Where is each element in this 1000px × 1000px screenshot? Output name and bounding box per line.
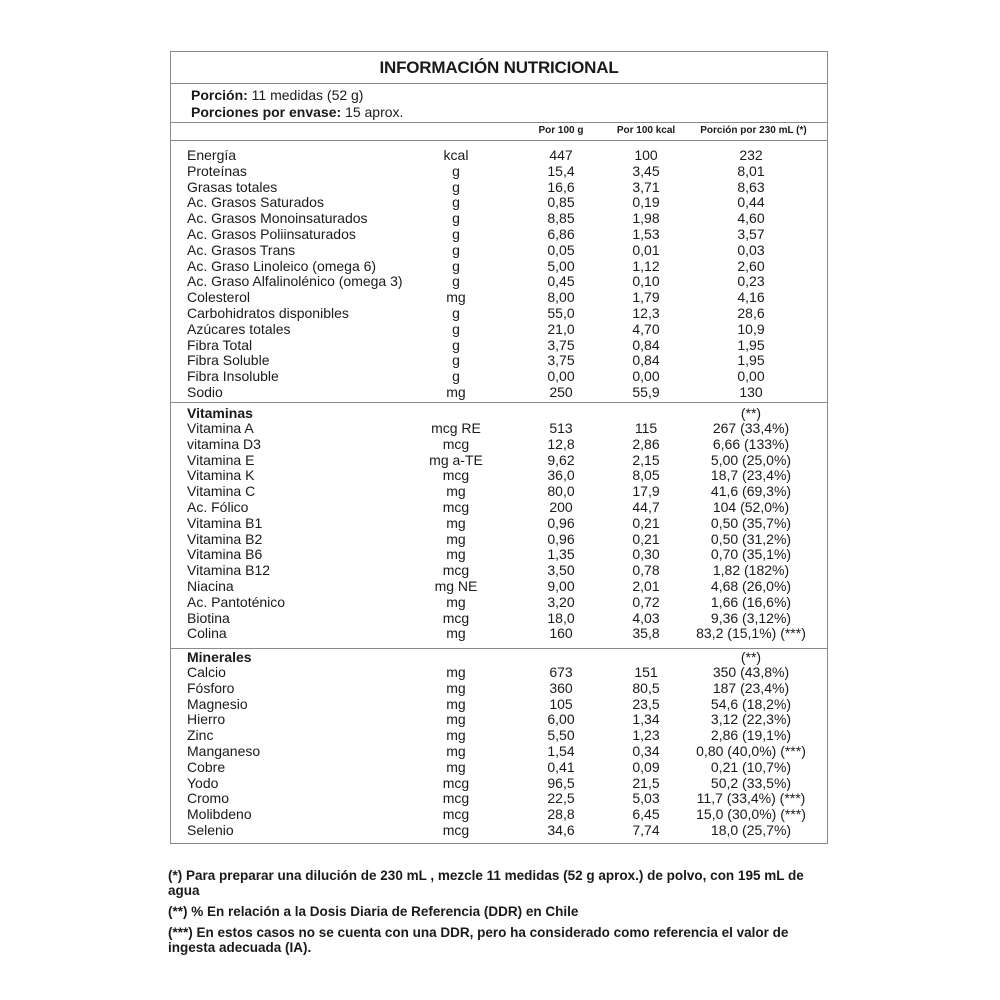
unit-cell: mcg [442,609,470,626]
portion-line [191,87,363,103]
per100g-cell: 9,00 [547,578,575,594]
footnotes [168,868,828,961]
table-row [171,368,827,384]
per-serving-cell: 0,23 [737,273,765,290]
per100kcal-cell: 2,01 [632,578,660,594]
nutrient-name: Ac. Fólico [187,499,249,515]
per100g-cell: 3,50 [547,562,575,579]
table-row [171,337,827,353]
table-row [171,499,827,515]
nutrient-name: Ac. Grasos Poliinsaturados [187,226,356,242]
per100kcal-cell: 115 [634,420,658,436]
unit-cell: g [452,210,460,227]
per-serving-cell: 18,7 (23,4%) [710,467,792,484]
per100kcal-cell: 4,70 [632,320,660,337]
per100g-cell: 22,5 [547,790,575,807]
per-serving-cell: 6,66 (133%) [712,435,790,452]
unit-cell: g [452,162,460,179]
nutrient-name: Proteínas [187,162,247,179]
per100kcal-cell: 6,45 [632,806,660,823]
per100g-cell: 0,96 [547,514,575,531]
per-serving-cell: 104 (52,0%) [712,499,790,515]
table-row [171,806,827,822]
table-row [171,147,827,163]
nutrition-facts-table [170,51,828,844]
col-header-per100g: Por 100 g [538,125,584,136]
unit-cell: mcg [442,435,470,452]
per100g-cell: 36,0 [547,467,575,484]
unit-cell: mg [446,514,466,531]
per-serving-cell: 0,80 (40,0%) (***) [696,743,806,759]
nutrient-name: Niacina [187,578,234,594]
footnote-2: (**) % En relación a la Dosis Diaria de Referencia (DDR) en Chile [168,904,579,919]
per-serving-cell: 83,2 (15,1%) (***) [696,625,806,642]
per100g-cell: 200 [549,499,573,515]
unit-cell: g [452,226,460,242]
table-row [171,420,827,436]
table-row [171,289,827,305]
per100g-cell: 3,75 [547,336,575,353]
per-serving-cell: 54,6 (18,2%) [710,695,792,712]
per100kcal-cell: 12,3 [632,305,660,321]
table-row [171,790,827,806]
portion-label: Porción: [191,87,248,103]
per100kcal-cell: 0,01 [632,241,660,258]
per100g-cell: 0,00 [547,368,575,385]
per100kcal-cell: 8,05 [632,467,660,484]
per100kcal-cell: 1,34 [632,711,660,728]
nutrient-name: vitamina D3 [187,435,261,452]
unit-cell: mg [446,695,466,712]
nutrient-name: Vitamina B6 [187,546,263,563]
nutrient-name: Ac. Grasos Saturados [187,194,324,211]
nutrient-name: Zinc [187,727,214,744]
per-serving-cell: 41,6 (69,3%) [710,483,792,500]
per-serving-cell: 15,0 (30,0%) (***) [696,806,806,823]
nutrient-name: Manganeso [187,743,261,759]
table-row [171,625,827,641]
table-row [171,352,827,368]
per100g-cell: 18,0 [547,609,575,626]
unit-cell: g [452,336,460,353]
nutrient-name: Carbohidratos disponibles [187,305,349,321]
nutrient-name: Sodio [187,384,223,400]
nutrient-name: Ac. Grasos Monoinsaturados [187,210,368,227]
table-row [171,822,827,838]
unit-cell: g [452,241,460,258]
per100g-cell: 21,0 [547,320,575,337]
unit-cell: g [452,320,460,337]
table-row [171,594,827,610]
per100kcal-cell: 0,09 [632,758,660,775]
per100kcal-cell: 0,78 [632,562,660,579]
per100kcal-cell: 44,7 [632,499,660,515]
per100kcal-cell: 35,8 [632,625,660,642]
per-serving-cell: 130 [739,384,763,400]
minerals-title: Minerales [187,649,252,665]
per-serving-cell: 0,50 (31,2%) [710,530,792,547]
per-serving-cell: 8,63 [737,178,765,195]
unit-cell: mg [446,384,466,400]
vitamins-ddr-ref: (**) [740,405,762,421]
nutrient-name: Ac. Grasos Trans [187,241,296,258]
unit-cell: g [452,305,460,321]
vitamins-title: Vitaminas [187,405,253,421]
unit-cell: mcg [442,562,470,579]
per-serving-cell: 4,60 [737,210,765,227]
per100g-cell: 8,85 [547,210,575,227]
per100kcal-cell: 21,5 [632,774,660,791]
per100g-cell: 447 [549,147,573,163]
footnote-1: (*) Para preparar una dilución de 230 mL , mezcle 11 medidas (52 g aprox.) de polvo, con 195 mL de agua [168,868,804,898]
divider [171,402,827,403]
per100g-cell: 3,20 [547,593,575,610]
per100g-cell: 6,86 [547,226,575,242]
unit-cell: mg [446,679,466,696]
per-serving-cell: 2,60 [737,257,765,274]
unit-cell: mg [446,593,466,610]
per100kcal-cell: 1,79 [632,289,660,306]
per100g-cell: 96,5 [547,774,575,791]
per100kcal-cell: 1,53 [632,226,660,242]
unit-cell: mg [446,546,466,563]
table-row [171,210,827,226]
per100g-cell: 0,45 [547,273,575,290]
per100kcal-cell: 7,74 [632,822,660,838]
nutrient-name: Cobre [187,758,226,775]
table-row [171,273,827,289]
per-serving-cell: 5,00 (25,0%) [710,451,792,468]
unit-cell: g [452,273,460,290]
nutrient-name: Ac. Graso Linoleico (omega 6) [187,257,377,274]
divider [171,140,827,141]
nutrient-name: Vitamina B12 [187,562,271,579]
table-row [171,759,827,775]
per100g-cell: 673 [549,664,573,680]
unit-cell: g [452,368,460,385]
nutrient-name: Magnesio [187,695,248,712]
per100kcal-cell: 100 [634,147,658,163]
divider [171,122,827,123]
servings-line [191,104,403,120]
per100g-cell: 0,96 [547,530,575,547]
per-serving-cell: 50,2 (33,5%) [710,774,792,791]
table-row [171,727,827,743]
per100g-cell: 360 [549,679,573,696]
per100kcal-cell: 1,23 [632,727,660,744]
nutrient-name: Grasas totales [187,178,278,195]
per100kcal-cell: 23,5 [632,695,660,712]
divider [171,83,827,84]
nutrient-name: Fósforo [187,679,235,696]
col-header-per-serving: Porción por 230 mL (*) [700,125,807,136]
per100kcal-cell: 2,15 [632,451,660,468]
per100g-cell: 12,8 [547,435,575,452]
nutrient-name: Molibdeno [187,806,252,823]
nutrient-name: Ac. Graso Alfalinolénico (omega 3) [187,273,403,290]
per100g-cell: 9,62 [547,451,575,468]
unit-cell: mg [446,758,466,775]
per100g-cell: 34,6 [547,822,575,838]
per100g-cell: 3,75 [547,352,575,369]
table-row [171,610,827,626]
per100kcal-cell: 0,19 [632,194,660,211]
per-serving-cell: 187 (23,4%) [712,679,790,696]
nutrient-name: Yodo [187,774,219,791]
per-serving-cell: 3,12 (22,3%) [710,711,792,728]
per-serving-cell: 4,68 (26,0%) [710,578,792,594]
nutrient-name: Vitamina A [187,420,254,436]
per100kcal-cell: 0,34 [632,743,660,759]
col-header-per100kcal: Por 100 kcal [616,125,676,136]
per100g-cell: 0,85 [547,194,575,211]
table-row [171,305,827,321]
table-row [171,664,827,680]
unit-cell: mg [446,664,466,680]
table-row [171,242,827,258]
table-row [171,696,827,712]
nutrient-name: Ac. Pantoténico [187,593,286,610]
nutrient-name: Azúcares totales [187,320,291,337]
per-serving-cell: 11,7 (33,4%) (***) [696,790,806,807]
table-row [171,546,827,562]
nutrient-name: Fibra Soluble [187,352,270,369]
per100kcal-cell: 1,98 [632,210,660,227]
nutrient-name: Cromo [187,790,230,807]
unit-cell: mcg [442,790,470,807]
nutrient-name: Vitamina C [187,483,256,500]
per-serving-cell: 267 (33,4%) [712,420,790,436]
per100g-cell: 0,41 [547,758,575,775]
nutrient-name: Biotina [187,609,230,626]
table-row [171,226,827,242]
per-serving-cell: 4,16 [737,289,765,306]
unit-cell: mcg [442,822,470,838]
unit-cell: g [452,257,460,274]
unit-cell: mcg [442,806,470,823]
unit-cell: kcal [443,147,469,163]
unit-cell: mg [446,727,466,744]
nutrient-name: Vitamina E [187,451,255,468]
per100g-cell: 160 [549,625,573,642]
per100g-cell: 5,50 [547,727,575,744]
unit-cell: mg [446,289,466,306]
per-serving-cell: 10,9 [737,320,765,337]
per100g-cell: 6,00 [547,711,575,728]
unit-cell: g [452,352,460,369]
per100g-cell: 55,0 [547,305,575,321]
table-row [171,258,827,274]
per-serving-cell: 18,0 (25,7%) [710,822,792,838]
per100kcal-cell: 0,84 [632,352,660,369]
unit-cell: mg [446,743,466,759]
table-row [171,711,827,727]
unit-cell: mg a-TE [429,451,483,468]
per100kcal-cell: 0,21 [632,514,660,531]
nutrient-name: Fibra Insoluble [187,368,279,385]
table-row [171,483,827,499]
table-row [171,562,827,578]
table-row [171,467,827,483]
nutrient-name: Vitamina B1 [187,514,263,531]
per100g-cell: 1,54 [547,743,575,759]
per100kcal-cell: 0,84 [632,336,660,353]
per100kcal-cell: 80,5 [632,679,660,696]
table-row [171,321,827,337]
per100g-cell: 8,00 [547,289,575,306]
per-serving-cell: 1,66 (16,6%) [710,593,792,610]
nutrient-name: Fibra Total [187,336,253,353]
table-row [171,775,827,791]
nutrient-name: Vitamina B2 [187,530,263,547]
unit-cell: mg [446,711,466,728]
per100kcal-cell: 1,12 [632,257,660,274]
nutrient-name: Colesterol [187,289,251,306]
table-row [171,163,827,179]
unit-cell: mg [446,625,466,642]
per100g-cell: 105 [549,695,573,712]
table-row [171,384,827,400]
per100kcal-cell: 3,71 [632,178,660,195]
portion-value: 11 medidas (52 g) [251,87,364,103]
per-serving-cell: 0,50 (35,7%) [710,514,792,531]
table-row [171,578,827,594]
per-serving-cell: 0,70 (35,1%) [710,546,792,563]
unit-cell: mcg [442,774,470,791]
nutrient-name: Colina [187,625,227,642]
unit-cell: mcg [442,467,470,484]
table-title: INFORMACIÓN NUTRICIONAL [379,58,619,77]
per100g-cell: 15,4 [547,162,575,179]
per100kcal-cell: 5,03 [632,790,660,807]
per100kcal-cell: 17,9 [632,483,660,500]
per100kcal-cell: 0,30 [632,546,660,563]
per-serving-cell: 8,01 [737,162,765,179]
per100kcal-cell: 55,9 [632,384,660,400]
per-serving-cell: 0,00 [737,368,765,385]
unit-cell: mg [446,530,466,547]
per100kcal-cell: 3,45 [632,162,660,179]
table-row [171,743,827,759]
table-row [171,531,827,547]
unit-cell: g [452,194,460,211]
per100kcal-cell: 151 [634,664,658,680]
unit-cell: mcg RE [431,420,481,436]
nutrient-name: Hierro [187,711,226,728]
per100kcal-cell: 4,03 [632,609,660,626]
per100g-cell: 250 [549,384,573,400]
per100kcal-cell: 0,00 [632,368,660,385]
per-serving-cell: 28,6 [737,305,765,321]
nutrient-name: Selenio [187,822,234,838]
per100kcal-cell: 0,21 [632,530,660,547]
per100kcal-cell: 0,72 [632,593,660,610]
unit-cell: mg [446,483,466,500]
per100g-cell: 16,6 [547,178,575,195]
per-serving-cell: 3,57 [737,226,765,242]
footnote-3: (***) En estos casos no se cuenta con una DDR, pero ha considerado como referencia el valor de ingesta adecuada (IA). [168,925,789,955]
nutrient-name: Energía [187,147,237,163]
table-row [171,194,827,210]
per-serving-cell: 0,03 [737,241,765,258]
per100g-cell: 0,05 [547,241,575,258]
per-serving-cell: 0,44 [737,194,765,211]
unit-cell: g [452,178,460,195]
per-serving-cell: 9,36 (3,12%) [710,609,792,626]
nutrient-name: Calcio [187,664,226,680]
per-serving-cell: 0,21 (10,7%) [710,758,792,775]
per-serving-cell: 232 [739,147,763,163]
per100g-cell: 28,8 [547,806,575,823]
per100g-cell: 80,0 [547,483,575,500]
servings-label: Porciones por envase: [191,104,342,120]
minerals-ddr-ref: (**) [740,649,762,665]
table-row [171,436,827,452]
per-serving-cell: 1,95 [737,336,765,353]
per100g-cell: 1,35 [547,546,575,563]
per-serving-cell: 1,82 (182%) [712,562,790,579]
table-row [171,452,827,468]
per100g-cell: 513 [549,420,573,436]
servings-value: 15 aprox. [345,104,404,120]
per-serving-cell: 1,95 [737,352,765,369]
per-serving-cell: 2,86 (19,1%) [710,727,792,744]
unit-cell: mcg [442,499,470,515]
per-serving-cell: 350 (43,8%) [712,664,790,680]
per100kcal-cell: 0,10 [632,273,660,290]
table-row [171,515,827,531]
nutrient-name: Vitamina K [187,467,255,484]
per100g-cell: 5,00 [547,257,575,274]
table-row [171,680,827,696]
unit-cell: mg NE [434,578,478,594]
table-row [171,179,827,195]
per100kcal-cell: 2,86 [632,435,660,452]
